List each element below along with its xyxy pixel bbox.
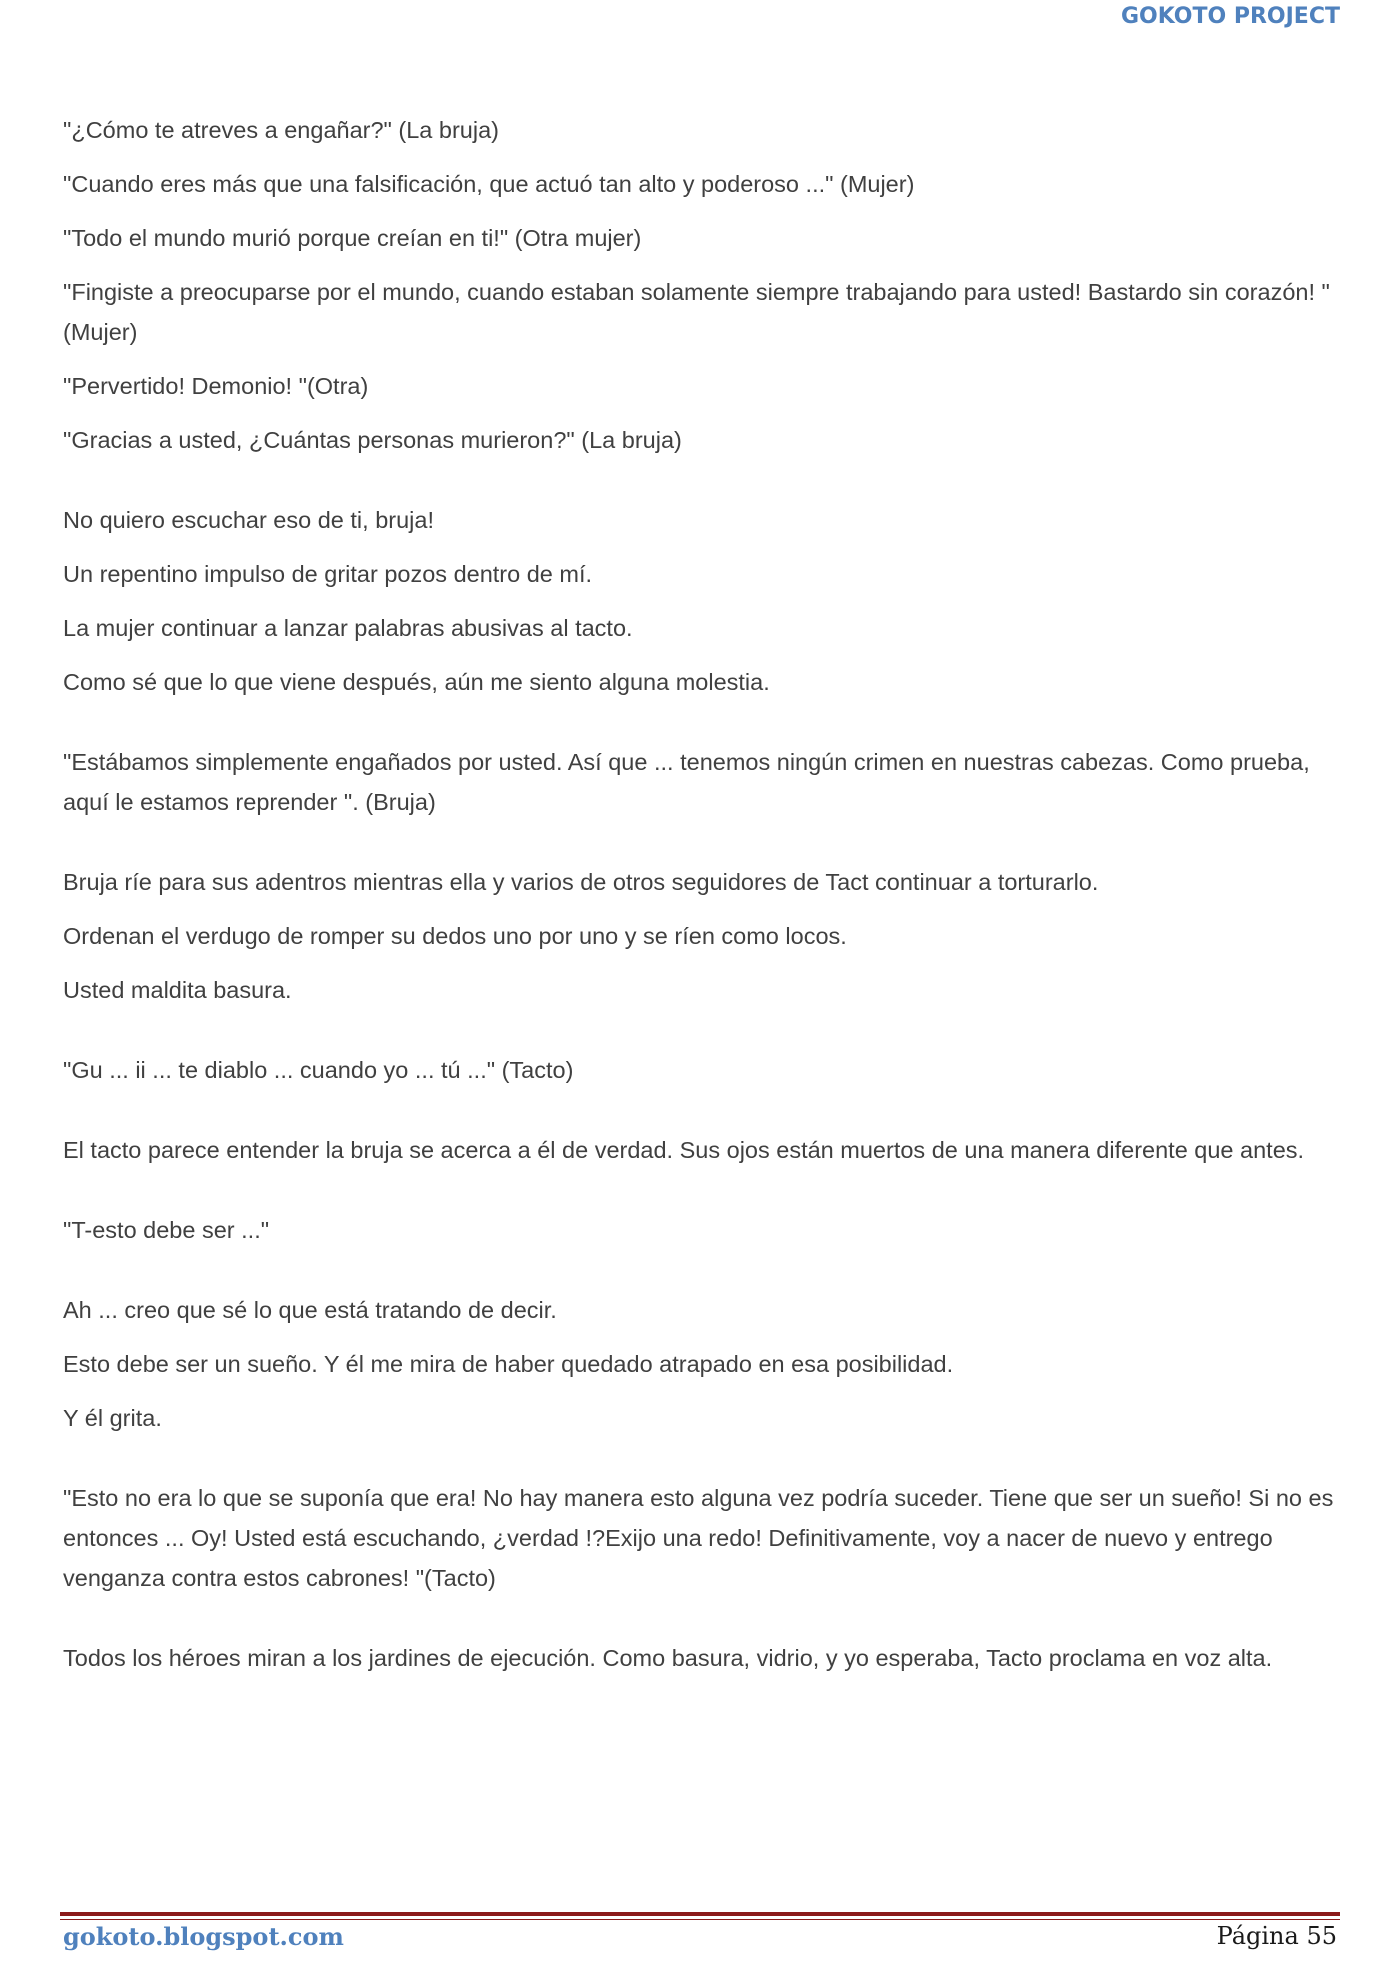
paragraph: "Pervertido! Demonio! "(Otra) [63, 373, 369, 399]
paragraph: "Estábamos simplemente engañados por usted. Así que ... tenemos ningún crimen en nuestras cabezas. Como prueba, aquí le estamos reprender ". (Bruja) [63, 749, 1310, 815]
footer-site-link[interactable]: gokoto.blogspot.com [63, 1922, 344, 1951]
paragraph: Ah ... creo que sé lo que está tratando de decir. [63, 1297, 557, 1323]
document-body [63, 110, 1338, 1692]
paragraph: Como sé que lo que viene después, aún me siento alguna molestia. [63, 669, 770, 695]
paragraph: "Cuando eres más que una falsificación, que actuó tan alto y poderoso ..." (Mujer) [63, 171, 915, 197]
footer-divider-thick [60, 1912, 1340, 1916]
header-title: GOKOTO PROJECT [1120, 4, 1340, 29]
footer-divider-thin [60, 1919, 1340, 1920]
paragraph: No quiero escuchar eso de ti, bruja! [63, 507, 434, 533]
page-header [1121, 0, 1340, 34]
paragraph: "Gracias a usted, ¿Cuántas personas murieron?" (La bruja) [63, 427, 682, 453]
paragraph: Bruja ríe para sus adentros mientras ella y varios de otros seguidores de Tact continuar a torturarlo. [63, 869, 1099, 895]
paragraph: Ordenan el verdugo de romper su dedos uno por uno y se ríen como locos. [63, 923, 847, 949]
paragraph: "T-esto debe ser ..." [63, 1217, 270, 1243]
paragraph: "Esto no era lo que se suponía que era! No hay manera esto alguna vez podría suceder. Tiene que ser un sueño! Si no es entonces ... Oy! Usted está escuchando, ¿verdad !?Exijo una redo! Definitivamente, voy a nacer de nuevo y entrego venganza contra estos cabrones! "(Tacto) [63, 1485, 1334, 1591]
paragraph: "Fingiste a preocuparse por el mundo, cuando estaban solamente siempre trabajando para usted! Bastardo sin corazón! "(Mujer) [63, 279, 1330, 345]
paragraph: "Todo el mundo murió porque creían en ti!" (Otra mujer) [63, 225, 642, 251]
page-number: Página 55 [1216, 1922, 1337, 1950]
paragraph: Usted maldita basura. [63, 977, 292, 1003]
paragraph: El tacto parece entender la bruja se acerca a él de verdad. Sus ojos están muertos de una manera diferente que antes. [63, 1137, 1305, 1163]
paragraph: La mujer continuar a lanzar palabras abusivas al tacto. [63, 615, 633, 641]
paragraph: Todos los héroes miran a los jardines de ejecución. Como basura, vidrio, y yo esperaba, Tacto proclama en voz alta. [63, 1645, 1273, 1671]
paragraph: "¿Cómo te atreves a engañar?" (La bruja) [63, 117, 499, 143]
paragraph: Esto debe ser un sueño. Y él me mira de haber quedado atrapado en esa posibilidad. [63, 1351, 954, 1377]
paragraph: Y él grita. [63, 1405, 162, 1431]
paragraph: Un repentino impulso de gritar pozos dentro de mí. [63, 561, 593, 587]
paragraph: "Gu ... ii ... te diablo ... cuando yo ... tú ..." (Tacto) [63, 1057, 574, 1083]
